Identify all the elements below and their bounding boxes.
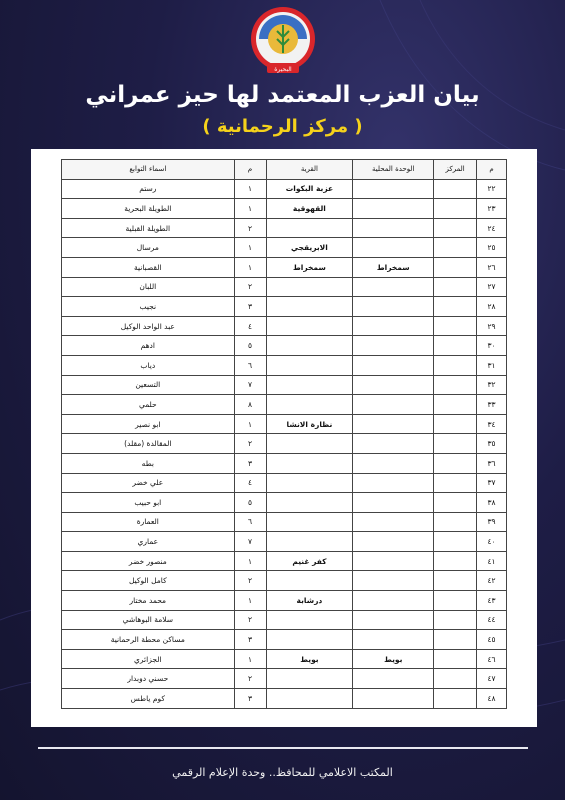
cell-m: ٤١ (477, 551, 507, 571)
cell-village (266, 434, 353, 454)
cell-name: رستم (62, 179, 235, 199)
table-row (62, 434, 507, 454)
cell-village (266, 630, 353, 650)
cell-village: الابريقجي (266, 238, 353, 258)
table-header-row (62, 160, 507, 180)
cell-m2: ٢ (234, 277, 266, 297)
cell-m: ٢٥ (477, 238, 507, 258)
cell-name: كامل الوكيل (62, 571, 235, 591)
header-names: اسماء التوابع (62, 160, 235, 180)
cell-markaz (434, 199, 477, 219)
cell-markaz (434, 277, 477, 297)
page-title: بيان العزب المعتمد لها حيز عمراني (85, 82, 480, 108)
cell-m2: ١ (234, 199, 266, 219)
cell-name: مساكن محطة الرحمانية (62, 630, 235, 650)
cell-m2: ١ (234, 238, 266, 258)
cell-name: الطويلة القبلية (62, 218, 235, 238)
table-row (62, 571, 507, 591)
cell-village (266, 493, 353, 513)
cell-m: ٢٢ (477, 179, 507, 199)
cell-unit (353, 238, 434, 258)
cell-name: مرسال (62, 238, 235, 258)
table-row (62, 257, 507, 277)
cell-village (266, 218, 353, 238)
cell-m2: ٤ (234, 316, 266, 336)
cell-m2: ٨ (234, 395, 266, 415)
cell-m2: ١ (234, 257, 266, 277)
cell-name: سلامة البوهاشي (62, 610, 235, 630)
cell-markaz (434, 238, 477, 258)
cell-m: ٢٧ (477, 277, 507, 297)
cell-m2: ٣ (234, 453, 266, 473)
governorate-logo (247, 5, 319, 77)
cell-village: القهوقية (266, 199, 353, 219)
cell-markaz (434, 257, 477, 277)
table-row (62, 591, 507, 611)
cell-unit (353, 179, 434, 199)
cell-village (266, 689, 353, 709)
cell-name: ابو حبيب (62, 493, 235, 513)
cell-name: اللبان (62, 277, 235, 297)
cell-village: كفر غنيم (266, 551, 353, 571)
cell-markaz (434, 336, 477, 356)
cell-village (266, 512, 353, 532)
cell-m2: ٥ (234, 493, 266, 513)
cell-markaz (434, 630, 477, 650)
cell-name: حسني دوبدار (62, 669, 235, 689)
header-m: م (477, 160, 507, 180)
cell-name: حلمي (62, 395, 235, 415)
cell-markaz (434, 551, 477, 571)
cell-m2: ٦ (234, 512, 266, 532)
cell-unit (353, 669, 434, 689)
cell-m: ٤٠ (477, 532, 507, 552)
cell-m2: ٥ (234, 336, 266, 356)
cell-village: نظارة الانشا (266, 414, 353, 434)
cell-name: القصبانية (62, 257, 235, 277)
cell-village (266, 375, 353, 395)
cell-m2: ٢ (234, 571, 266, 591)
cell-unit (353, 571, 434, 591)
cell-markaz (434, 512, 477, 532)
cell-name: الطويلة البحرية (62, 199, 235, 219)
cell-m2: ٣ (234, 689, 266, 709)
cell-name: منصور خضر (62, 551, 235, 571)
table-row (62, 277, 507, 297)
cell-markaz (434, 669, 477, 689)
cell-name: العمارة (62, 512, 235, 532)
cell-name: دياب (62, 355, 235, 375)
cell-name: ابو نصير (62, 414, 235, 434)
table-row (62, 355, 507, 375)
cell-name: بطه (62, 453, 235, 473)
logo-text: البحيرة (274, 66, 292, 73)
cell-m: ٤٢ (477, 571, 507, 591)
cell-m2: ٣ (234, 630, 266, 650)
table-row (62, 414, 507, 434)
table-row (62, 473, 507, 493)
cell-markaz (434, 610, 477, 630)
cell-m2: ٢ (234, 610, 266, 630)
cell-m: ٣٦ (477, 453, 507, 473)
header-unit: الوحدة المحلية (353, 160, 434, 180)
cell-markaz (434, 493, 477, 513)
table-row (62, 297, 507, 317)
cell-village (266, 610, 353, 630)
cell-m: ٤٤ (477, 610, 507, 630)
cell-markaz (434, 434, 477, 454)
cell-markaz (434, 453, 477, 473)
cell-village (266, 355, 353, 375)
cell-name: ادهم (62, 336, 235, 356)
table-row (62, 551, 507, 571)
cell-unit (353, 277, 434, 297)
cell-unit (353, 336, 434, 356)
table-row (62, 238, 507, 258)
cell-village: درشابة (266, 591, 353, 611)
cell-unit (353, 630, 434, 650)
cell-markaz (434, 179, 477, 199)
cell-m2: ١ (234, 649, 266, 669)
cell-m: ٢٩ (477, 316, 507, 336)
cell-m: ٤٦ (477, 649, 507, 669)
cell-markaz (434, 571, 477, 591)
cell-name: الجزائري (62, 649, 235, 669)
cell-unit (353, 473, 434, 493)
cell-m: ٤٧ (477, 669, 507, 689)
cell-unit (353, 355, 434, 375)
cell-m: ٣٤ (477, 414, 507, 434)
cell-unit (353, 512, 434, 532)
cell-unit: سمخراط (353, 257, 434, 277)
cell-name: المقالدة (مقلد) (62, 434, 235, 454)
cell-unit (353, 218, 434, 238)
cell-m: ٣٥ (477, 434, 507, 454)
cell-name: محمد مختار (62, 591, 235, 611)
cell-m: ٢٦ (477, 257, 507, 277)
footer-text: المكتب الاعلامي للمحافظ.. وحدة الإعلام الرقمي (172, 766, 393, 779)
cell-markaz (434, 297, 477, 317)
cell-village (266, 473, 353, 493)
cell-markaz (434, 591, 477, 611)
cell-m: ٣٧ (477, 473, 507, 493)
cell-name: التسعين (62, 375, 235, 395)
header-markaz: المركز (434, 160, 477, 180)
cell-markaz (434, 395, 477, 415)
header-village: القرية (266, 160, 353, 180)
cell-unit (353, 316, 434, 336)
cell-name: نجيب (62, 297, 235, 317)
cell-m2: ٢ (234, 218, 266, 238)
cell-village (266, 395, 353, 415)
table-row (62, 375, 507, 395)
cell-m: ٢٤ (477, 218, 507, 238)
cell-village (266, 669, 353, 689)
cell-markaz (434, 414, 477, 434)
header-m2: م (234, 160, 266, 180)
cell-unit (353, 591, 434, 611)
cell-unit (353, 493, 434, 513)
cell-unit (353, 375, 434, 395)
cell-m2: ٣ (234, 297, 266, 317)
cell-village (266, 297, 353, 317)
cell-m2: ٢ (234, 434, 266, 454)
table-row (62, 218, 507, 238)
cell-markaz (434, 649, 477, 669)
cell-unit: بويط (353, 649, 434, 669)
cell-markaz (434, 218, 477, 238)
cell-unit (353, 610, 434, 630)
cell-unit (353, 453, 434, 473)
cell-m2: ٧ (234, 375, 266, 395)
cell-markaz (434, 355, 477, 375)
table-row (62, 179, 507, 199)
cell-m: ٢٨ (477, 297, 507, 317)
table-row (62, 689, 507, 709)
cell-m2: ٢ (234, 669, 266, 689)
cell-m: ٢٣ (477, 199, 507, 219)
cell-m: ٣٨ (477, 493, 507, 513)
cell-name: عبد الواحد الوكيل (62, 316, 235, 336)
cell-village (266, 532, 353, 552)
cell-unit (353, 532, 434, 552)
table-row (62, 649, 507, 669)
table-row (62, 199, 507, 219)
cell-markaz (434, 532, 477, 552)
table-row (62, 630, 507, 650)
table-row (62, 493, 507, 513)
cell-village: بويط (266, 649, 353, 669)
cell-m: ٤٨ (477, 689, 507, 709)
table-row (62, 512, 507, 532)
cell-m2: ١ (234, 591, 266, 611)
cell-m2: ٧ (234, 532, 266, 552)
cell-m2: ١ (234, 414, 266, 434)
cell-unit (353, 689, 434, 709)
table-row (62, 453, 507, 473)
table-row (62, 336, 507, 356)
cell-m2: ٤ (234, 473, 266, 493)
cell-unit (353, 434, 434, 454)
villages-table (61, 159, 507, 709)
cell-markaz (434, 473, 477, 493)
document-sheet (31, 149, 537, 727)
cell-name: علي خضر (62, 473, 235, 493)
table-row (62, 610, 507, 630)
cell-m2: ٦ (234, 355, 266, 375)
cell-unit (353, 297, 434, 317)
cell-unit (353, 395, 434, 415)
cell-name: عماري (62, 532, 235, 552)
cell-m: ٣٣ (477, 395, 507, 415)
cell-village: سمخراط (266, 257, 353, 277)
cell-village: عزبة البكوات (266, 179, 353, 199)
cell-village (266, 277, 353, 297)
cell-m2: ١ (234, 551, 266, 571)
page-subtitle: ( مركز الرحمانية ) (202, 116, 363, 137)
cell-m: ٤٣ (477, 591, 507, 611)
cell-m: ٤٥ (477, 630, 507, 650)
table-row (62, 316, 507, 336)
cell-village (266, 453, 353, 473)
cell-name: كوم ياطس (62, 689, 235, 709)
cell-unit (353, 199, 434, 219)
cell-unit (353, 551, 434, 571)
cell-village (266, 571, 353, 591)
cell-m: ٣٩ (477, 512, 507, 532)
cell-m: ٣٠ (477, 336, 507, 356)
cell-m: ٣١ (477, 355, 507, 375)
table-row (62, 395, 507, 415)
table-row (62, 532, 507, 552)
cell-unit (353, 414, 434, 434)
cell-markaz (434, 689, 477, 709)
footer-divider (38, 747, 528, 749)
table-row (62, 669, 507, 689)
cell-village (266, 336, 353, 356)
cell-markaz (434, 316, 477, 336)
cell-village (266, 316, 353, 336)
cell-markaz (434, 375, 477, 395)
cell-m: ٣٢ (477, 375, 507, 395)
cell-m2: ١ (234, 179, 266, 199)
